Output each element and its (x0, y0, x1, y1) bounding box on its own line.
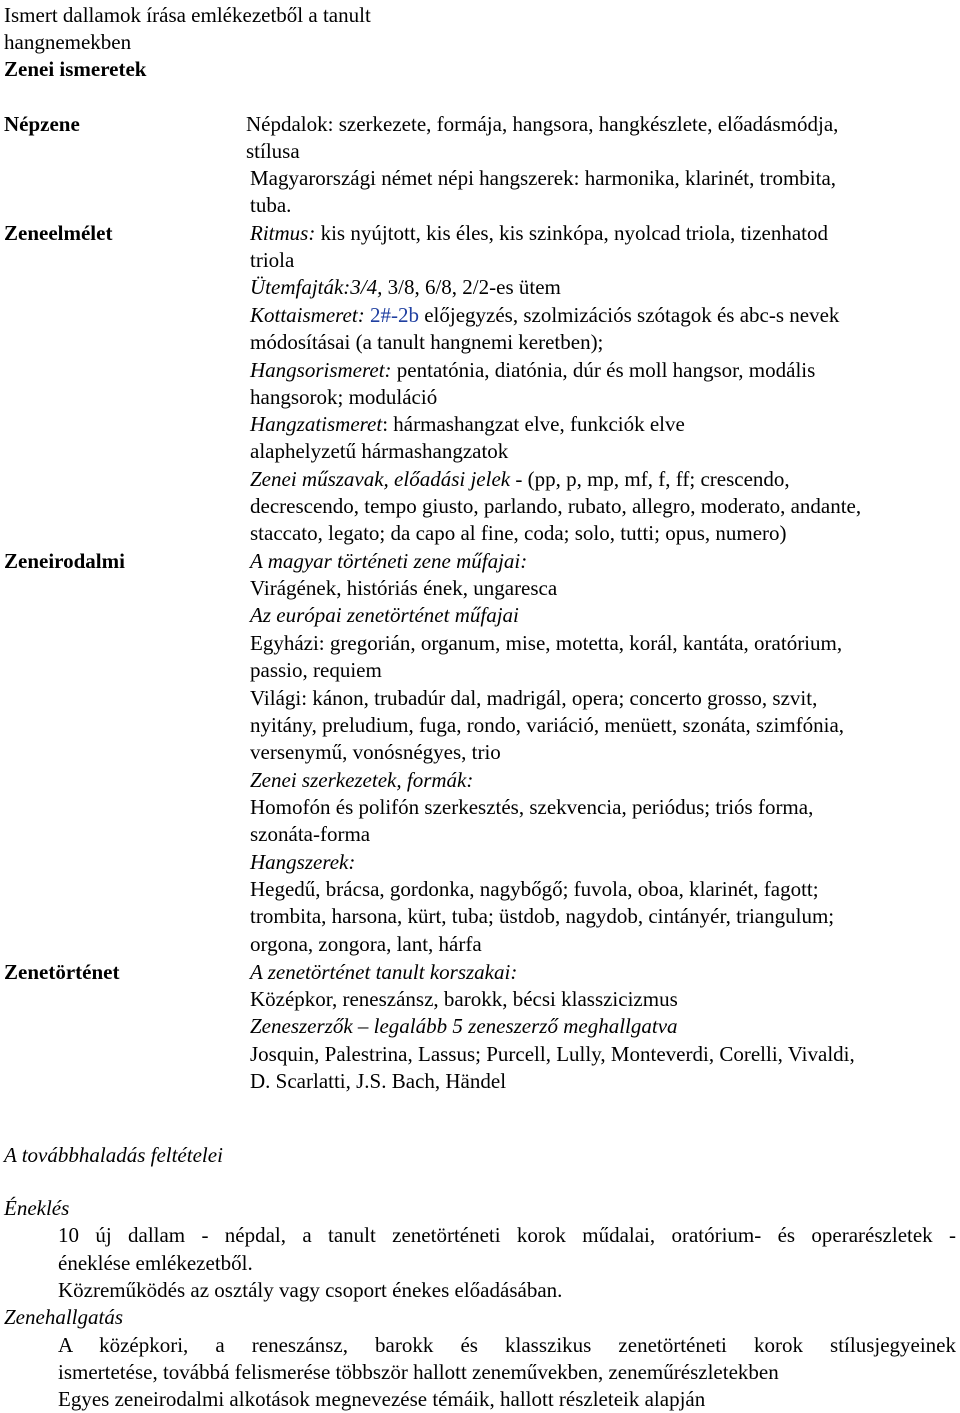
header-line-1: Ismert dallamok írása emlékezetből a tanult (4, 3, 371, 27)
irodalmi-heading: A magyar történeti zene műfajai: (250, 549, 528, 573)
nepzene-line: tuba. (250, 193, 292, 217)
kotta-line (250, 302, 839, 329)
category-nepzene: Népzene (4, 112, 80, 136)
irodalmi-text: nyitány, preludium, fuga, rondo, variáció, menüett, szonáta, szimfónia, (250, 713, 845, 737)
category-zeneelmelet: Zeneelmélet (4, 221, 113, 245)
hangzat-cont: alaphelyzetű hármashangzatok (250, 439, 509, 463)
kotta-label: Kottaismeret: (250, 303, 365, 327)
irodalmi-heading: Zenei szerkezetek, formák: (250, 768, 474, 792)
ritmus-line (250, 220, 828, 247)
irodalmi-text: Virágének, históriás ének, ungaresca (250, 576, 558, 600)
enekles-heading: Éneklés (4, 1196, 70, 1220)
irodalmi-text: Homofón és polifón szerkesztés, szekvencia, periódus; triós forma, (250, 795, 814, 819)
ritmus-cont: triola (250, 248, 295, 272)
nepzene-line: Magyarországi német népi hangszerek: harmonika, klarinét, trombita, (250, 166, 837, 190)
category-zenetortenet: Zenetörténet (4, 960, 120, 984)
irodalmi-text: passio, requiem (250, 658, 382, 682)
hangsor-text: pentatónia, diatónia, dúr és moll hangsor, modális (391, 358, 816, 382)
irodalmi-text: versenymű, vonósnégyes, trio (250, 740, 501, 764)
tortenet-text: D. Scarlatti, J.S. Bach, Händel (250, 1069, 507, 1093)
nepzene-line: Népdalok: szerkezete, formája, hangsora, hangkészlete, előadásmódja, (246, 112, 839, 136)
muszo-cont: staccato, legato; da capo al fine, coda; solo, tutti; opus, numero) (250, 521, 787, 545)
irodalmi-text: trombita, harsona, kürt, tuba; üstdob, nagydob, cintányér, triangulum; (250, 904, 835, 928)
ritmus-label: Ritmus: (250, 221, 316, 245)
kotta-mark: 2#-2b (364, 303, 419, 327)
irodalmi-heading: Az európai zenetörténet műfajai (250, 603, 519, 627)
tortenet-heading: Zeneszerzők – legalább 5 zeneszerző meghallgatva (250, 1014, 678, 1038)
hangsor-line (250, 357, 815, 384)
zenehallgatas-heading: Zenehallgatás (4, 1305, 123, 1329)
tortenet-heading: A zenetörténet tanult korszakai: (250, 960, 518, 984)
zenehallgatas-text: ismertetése, továbbá felismerése többször hallott zeneművekben, zeneműrészletekben (58, 1360, 779, 1384)
header-line-2: hangnemekben (4, 30, 132, 54)
irodalmi-text: Világi: kánon, trubadúr dal, madrigál, opera; concerto grosso, szvit, (250, 686, 818, 710)
tortenet-text: Josquin, Palestrina, Lassus; Purcell, Lully, Monteverdi, Corelli, Vivaldi, (250, 1042, 855, 1066)
irodalmi-text: orgona, zongora, lant, hárfa (250, 932, 482, 956)
kotta-cont: módosításai (a tanult hangnemi keretben); (250, 330, 604, 354)
irodalmi-text: Egyházi: gregorián, organum, mise, motetta, korál, kantáta, oratórium, (250, 631, 843, 655)
enekles-text: 10 új dallam - népdal, a tanult zenetörténeti korok műdalai, oratórium- és operarészletek - (58, 1223, 956, 1247)
hangzat-label: Hangzatismeret (250, 412, 383, 436)
category-zeneirodalmi: Zeneirodalmi (4, 549, 125, 573)
muszo-line (250, 466, 790, 493)
muszo-cont: decrescendo, tempo giusto, parlando, rubato, allegro, moderato, andante, (250, 494, 862, 518)
feltetelek-title: A továbbhaladás feltételei (4, 1143, 223, 1167)
utem-line (250, 274, 561, 301)
kotta-text: előjegyzés, szolmizációs szótagok és abc-s nevek (418, 303, 840, 327)
irodalmi-heading: Hangszerek: (250, 850, 356, 874)
tortenet-text: Középkor, reneszánsz, barokk, bécsi klasszicizmus (250, 987, 678, 1011)
enekles-text: Közreműködés az osztály vagy csoport énekes előadásában. (58, 1278, 563, 1302)
muszo-label: Zenei műszavak, előadási jelek (250, 467, 511, 491)
ritmus-text: kis nyújtott, kis éles, kis szinkópa, nyolcad triola, tizenhatod (315, 221, 828, 245)
hangsor-cont: hangsorok; moduláció (250, 385, 438, 409)
utem-text: 3/8, 6/8, 2/2-es ütem (382, 275, 561, 299)
utem-label: Ütemfajták:3/4, (250, 275, 383, 299)
muszo-text: - (pp, p, mp, mf, f, ff; crescendo, (510, 467, 790, 491)
irodalmi-text: szonáta-forma (250, 822, 371, 846)
irodalmi-text: Hegedű, brácsa, gordonka, nagybőgő; fuvola, oboa, klarinét, fagott; (250, 877, 819, 901)
hangsor-label: Hangsorismeret: (250, 358, 392, 382)
zenehallgatas-text: Egyes zeneirodalmi alkotások megnevezése témáik, hallott részleteik alapján (58, 1387, 706, 1411)
hangzat-line (250, 411, 685, 438)
enekles-text: éneklése emlékezetből. (58, 1251, 253, 1275)
nepzene-line: stílusa (246, 139, 300, 163)
hangzat-text: : hármashangzat elve, funkciók elve (382, 412, 685, 436)
zenehallgatas-text: A középkori, a reneszánsz, barokk és klasszikus zenetörténeti korok stílusjegyeinek (58, 1333, 956, 1357)
section-title: Zenei ismeretek (4, 57, 147, 81)
